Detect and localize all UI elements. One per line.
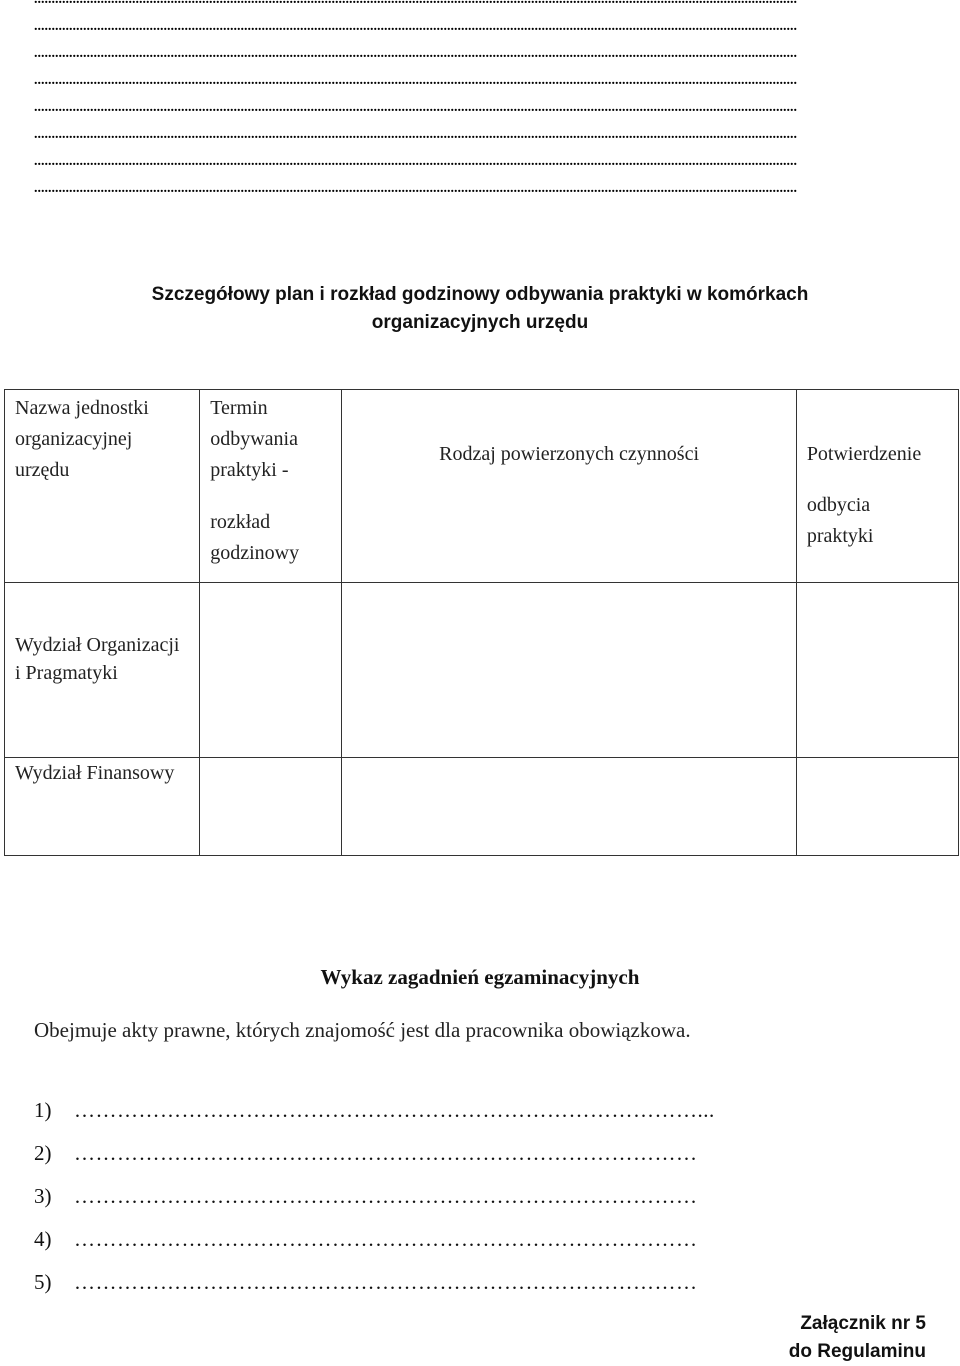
header-term-line: godzinowy [210,542,300,564]
term-cell[interactable] [200,758,342,856]
list-item-fill[interactable]: …………………………………………………………………………… [74,1270,698,1294]
header-unit [5,390,200,583]
annex-line1: Załącznik nr 5 [800,1313,926,1334]
list-item-number: 3) [34,1184,52,1208]
unit-cell [5,583,200,758]
list-item [34,1095,914,1125]
header-term [200,390,342,583]
dotted-line-3: .......................................................................................................................................................................................................................... [34,48,797,60]
header-confirmation [796,390,958,583]
annex-line2: do Regulaminu [788,1341,926,1362]
exam-title: Wykaz zagadnień egzaminacyjnych [320,965,640,989]
list-item [34,1181,914,1211]
confirmation-cell[interactable] [796,758,958,856]
dotted-line-1 [34,0,926,6]
table-row [5,583,959,758]
dotted-line-2: .......................................................................................................................................................................................................................... [34,21,797,33]
header-unit-line: urzędu [15,459,70,481]
list-item-fill[interactable]: …………………………………………………………………………… [74,1184,698,1208]
list-item [34,1224,914,1254]
header-unit-line: Nazwa jednostki [15,397,149,419]
unit-cell [5,758,200,856]
dotted-line-8: .......................................................................................................................................................................................................................... [34,183,797,195]
header-activities [342,390,796,583]
plan-title [0,281,960,337]
header-confirmation-line: praktyki [806,525,874,547]
activities-cell[interactable] [342,583,796,758]
table-row [5,758,959,856]
list-item-number: 1) [34,1098,52,1122]
plan-title-line2: organizacyjnych urzędu [371,312,589,333]
list-item-fill[interactable]: ……………………………………………………………………………... [74,1098,715,1122]
dotted-line-5: .......................................................................................................................................................................................................................... [34,102,797,114]
unit-line: Wydział Organizacji [15,634,180,656]
plan-table [4,389,959,856]
dotted-line-4: .......................................................................................................................................................................................................................... [34,75,797,87]
header-unit-line: organizacyjnej [15,428,133,450]
list-item-fill[interactable]: …………………………………………………………………………… [74,1227,698,1251]
header-term-line: praktyki - [210,459,289,481]
annex-label [789,1310,926,1366]
header-activities-label: Rodzaj powierzonych czynności [439,443,700,465]
term-cell[interactable] [200,583,342,758]
dotted-line-7: .......................................................................................................................................................................................................................... [34,156,797,168]
header-row [5,390,959,583]
header-confirmation-line: Potwierdzenie [806,443,922,465]
list-item-number: 2) [34,1141,52,1165]
plan-title-line1: Szczegółowy plan i rozkład godzinowy odbywania praktyki w komórkach [151,284,809,305]
list-item [34,1267,914,1297]
unit-line: Wydział Finansowy [15,762,175,784]
dotted-line-6: .......................................................................................................................................................................................................................... [34,129,797,141]
confirmation-cell[interactable] [796,583,958,758]
header-term-line: odbywania [210,428,298,450]
header-confirmation-line: odbycia [806,494,871,516]
list-item-fill[interactable]: …………………………………………………………………………… [74,1141,698,1165]
header-term-line: rozkład [210,511,271,533]
activities-cell[interactable] [342,758,796,856]
header-term-line: Termin [210,397,268,419]
list-item-number: 4) [34,1227,52,1251]
list-item-number: 5) [34,1270,52,1294]
exam-intro: Obejmuje akty prawne, których znajomość jest dla pracownika obowiązkowa. [34,1018,691,1042]
unit-line: i Pragmatyki [15,662,118,684]
list-item [34,1138,914,1168]
